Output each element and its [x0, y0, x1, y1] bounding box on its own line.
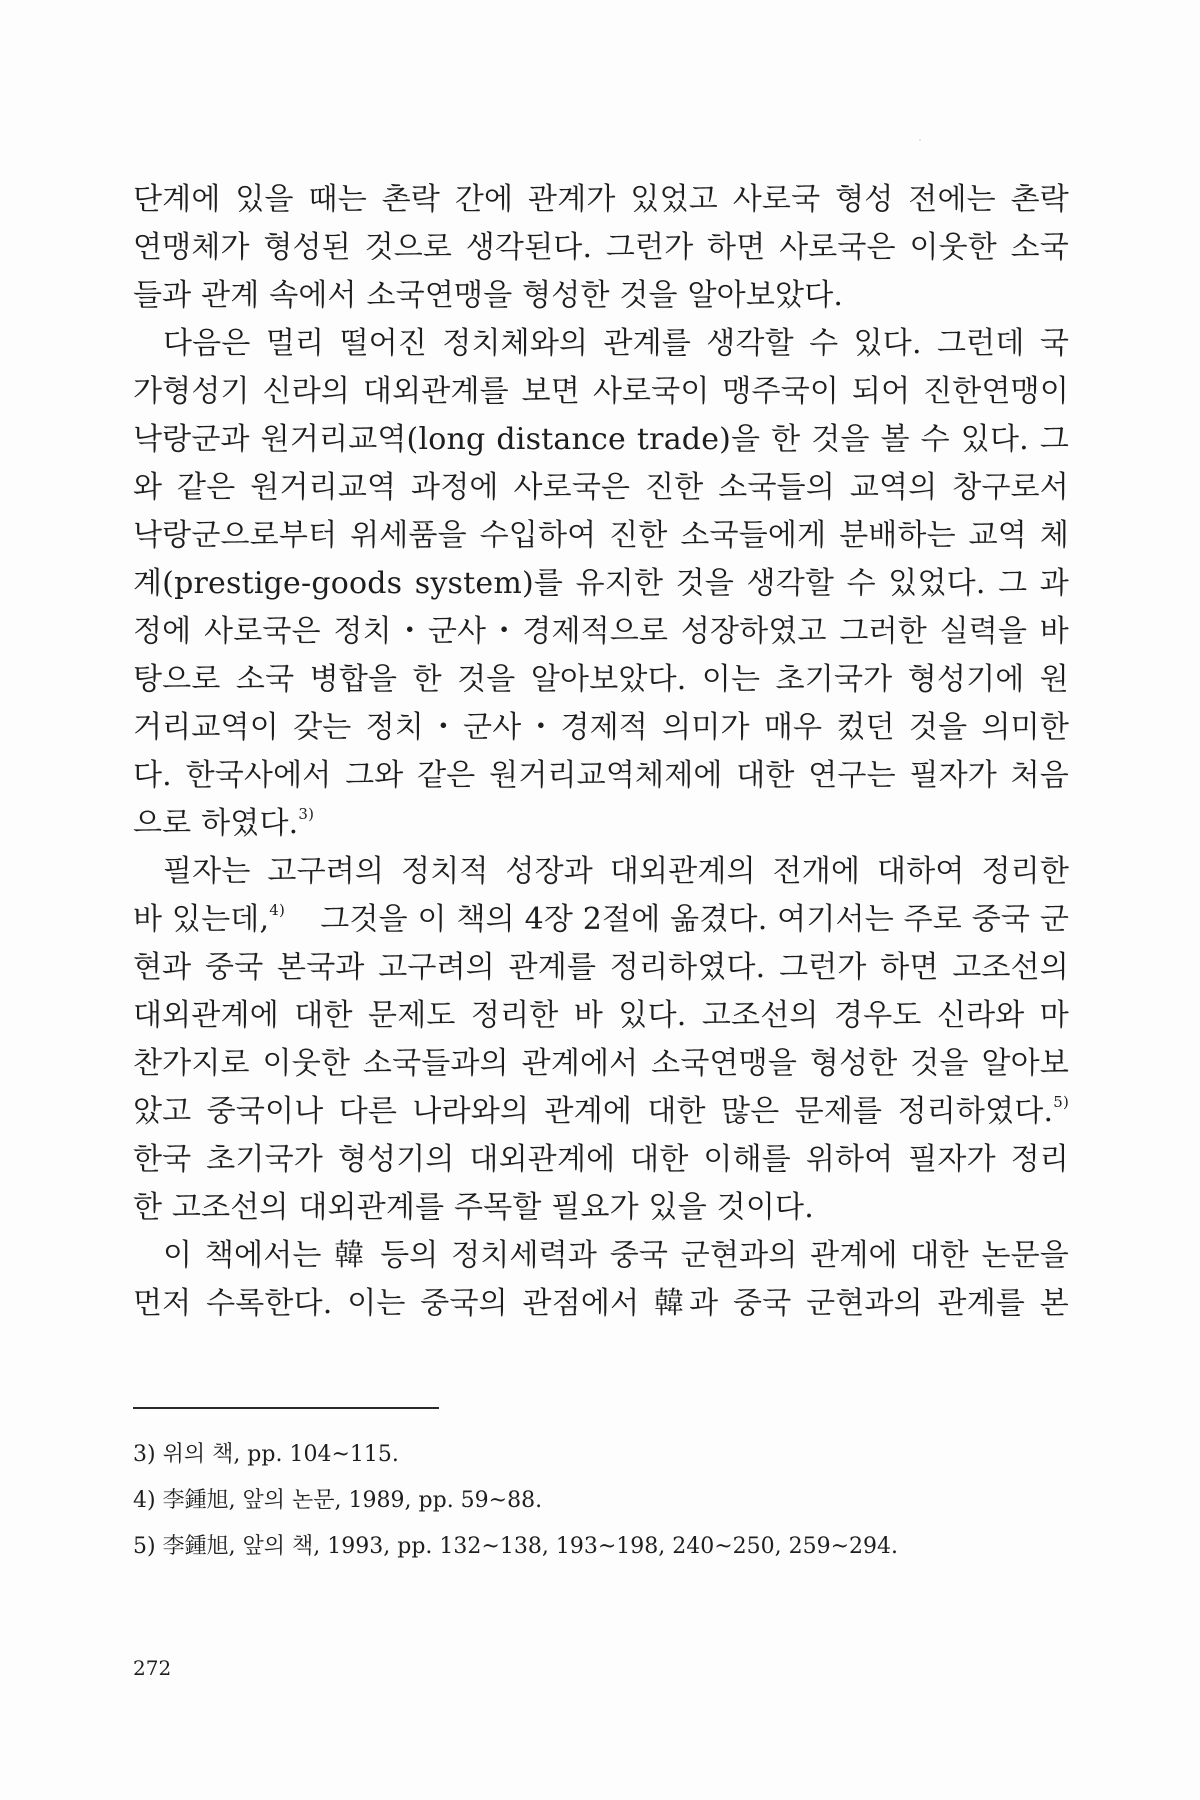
text-segment: 으로 하였다.	[133, 806, 299, 841]
page-number: 272	[133, 1656, 172, 1680]
text-line: 이 책에서는 韓 등의 정치세력과 중국 군현과의 관계에 대한 논문을	[163, 1238, 1069, 1273]
footnote-divider	[133, 1407, 439, 1409]
text-line: 낙랑군과 원거리교역(long distance trade)을 한 것을 볼 수 있다. 그	[133, 422, 1069, 457]
footnote: 4) 李鍾旭, 앞의 논문, 1989, pp. 59~88.	[133, 1488, 543, 1513]
text-line: 대외관계에 대한 문제도 정리한 바 있다. 고조선의 경우도 신라와 마	[133, 998, 1069, 1033]
footnote-ref: 3)	[298, 805, 315, 823]
text-line: 계(prestige-goods system)를 유지한 것을 생각할 수 있었다. 그 과	[133, 566, 1069, 601]
text-line: 한 고조선의 대외관계를 주목할 필요가 있을 것이다.	[133, 1190, 814, 1225]
text-segment: 바 있는데,$^{4)}$	[133, 901, 285, 937]
text-line: 다. 한국사에서 그와 같은 원거리교역체제에 대한 연구는 필자가 처음	[133, 758, 1069, 793]
text-line: 연맹체가 형성된 것으로 생각된다. 그런가 하면 사로국은 이웃한 소국	[133, 230, 1069, 265]
text-line: 한국 초기국가 형성기의 대외관계에 대한 이해를 위하여 필자가 정리	[133, 1142, 1069, 1177]
footnote-ref: 4)	[269, 901, 285, 919]
body-text	[133, 176, 1069, 1328]
text-line: 먼저 수록한다. 이는 중국의 관점에서 韓과 중국 군현과의 관계를 본	[133, 1286, 1069, 1321]
text-line: 탕으로 소국 병합을 한 것을 알아보았다. 이는 초기국가 형성기에 원	[133, 662, 1069, 697]
text-line: 가형성기 신라의 대외관계를 보면 사로국이 맹주국이 되어 진한연맹이	[133, 374, 1069, 409]
text-line: 현과 중국 본국과 고구려의 관계를 정리하였다. 그런가 하면 고조선의	[133, 950, 1069, 985]
text-line: 다음은 멀리 떨어진 정치체와의 관계를 생각할 수 있다. 그런데 국	[163, 326, 1069, 361]
text-line: 찬가지로 이웃한 소국들과의 관계에서 소국연맹을 형성한 것을 알아보	[133, 1046, 1069, 1081]
text-line: 낙랑군으로부터 위세품을 수입하여 진한 소국들에게 분배하는 교역 체	[133, 518, 1069, 553]
scan-speck	[919, 139, 921, 141]
footnotes	[133, 1432, 1033, 1570]
footnote: 5) 李鍾旭, 앞의 책, 1993, pp. 132~138, 193~198, 240~250, 259~294.	[133, 1534, 899, 1559]
text-line: 필자는 고구려의 정치적 성장과 대외관계의 전개에 대하여 정리한	[163, 854, 1069, 889]
text-line: 들과 관계 속에서 소국연맹을 형성한 것을 알아보았다.	[133, 278, 844, 313]
footnote: 3) 위의 책, pp. 104~115.	[133, 1442, 399, 1467]
footnote-ref: 5)	[1053, 1093, 1069, 1111]
text-line	[133, 896, 1069, 944]
text-line: 정에 사로국은 정치・군사・경제적으로 성장하였고 그러한 실력을 바	[133, 614, 1069, 649]
text-segment: 그것을 이 책의 4장 2절에 옮겼다. 여기서는 주로 중국 군	[320, 902, 1069, 937]
text-line: 와 같은 원거리교역 과정에 사로국은 진한 소국들의 교역의 창구로서	[133, 470, 1069, 505]
text-line	[133, 1088, 1069, 1136]
text-line: 거리교역이 갖는 정치・군사・경제적 의미가 매우 컸던 것을 의미한	[133, 710, 1069, 745]
text-line	[133, 800, 1069, 848]
text-line: 단계에 있을 때는 촌락 간에 관계가 있었고 사로국 형성 전에는 촌락	[133, 182, 1069, 217]
text-segment: 았고 중국이나 다른 나라와의 관계에 대한 많은 문제를 정리하였다.	[133, 1094, 1054, 1129]
